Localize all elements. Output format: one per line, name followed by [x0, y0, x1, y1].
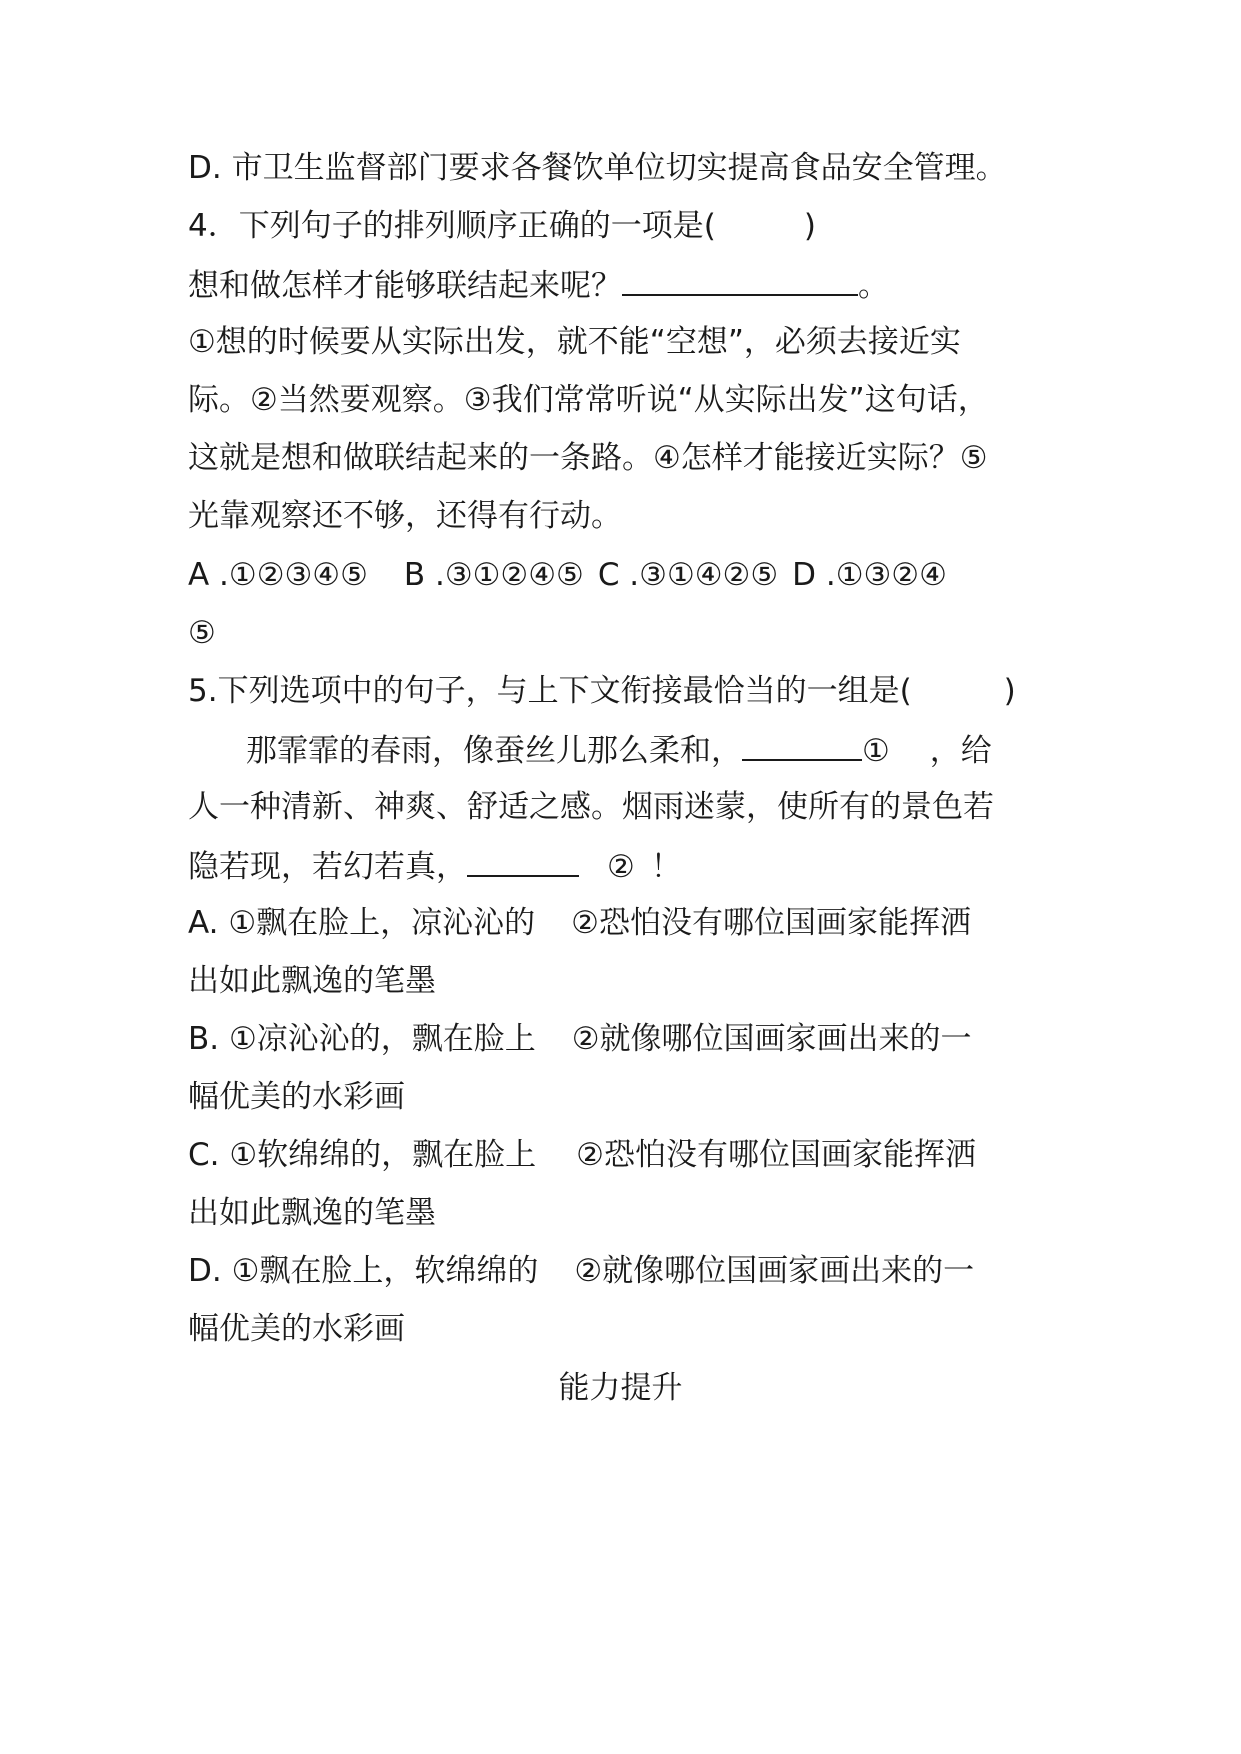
q5-passage-text-1-suffix: ，给 — [929, 733, 992, 769]
q4-options — [188, 555, 1088, 595]
q5-option-a-part-2: ②恐怕没有哪位国画家能挥洒 — [571, 905, 971, 941]
q4-answer-blank[interactable] — [622, 264, 858, 296]
q5-option-c — [188, 1135, 1088, 1175]
q5-blank-2[interactable] — [467, 845, 579, 877]
q4-sentences-line-1 — [188, 322, 1088, 362]
q4-context — [188, 264, 1088, 306]
q4-sentences-line-4 — [188, 496, 1088, 536]
q4-option-d: D .①③②④ — [792, 557, 947, 593]
q5-option-c-wrap — [188, 1193, 1088, 1233]
q5-option-b-part-1: B. ①凉沁沁的，飘在脸上 — [188, 1021, 536, 1057]
q5-passage-text-3: 隐若现，若幻若真， — [188, 849, 467, 885]
section-heading-text: 能力提升 — [558, 1370, 683, 1406]
q3-option-d-text: D. 市卫生监督部门要求各餐饮单位切实提高食品安全管理。 — [188, 150, 1007, 186]
q5-blank-2-mark: ② — [607, 849, 635, 885]
q4-options-wrap — [188, 613, 1088, 653]
q4-sentences-text-1: ①想的时候要从实际出发，就不能“空想”，必须去接近实 — [188, 324, 961, 360]
q4-sentences-text-4: 光靠观察还不够，还得有行动。 — [188, 498, 622, 534]
q5-option-b-part-2: ②就像哪位国画家画出来的一 — [571, 1021, 972, 1057]
q4-option-d-wrap: ⑤ — [188, 615, 216, 651]
q5-stem-prefix: 5.下列选项中的句子，与上下文衔接最恰当的一组是( — [188, 673, 912, 709]
q4-sentences-text-2: 际。②当然要观察。③我们常常听说“从实际出发”这句话， — [188, 382, 989, 418]
q5-option-a-wrap — [188, 961, 1088, 1001]
q5-option-d-part-2: ②就像哪位国画家画出来的一 — [574, 1253, 975, 1289]
q4-sentences-line-3 — [188, 438, 1088, 478]
q5-passage-line-2 — [188, 787, 1088, 827]
section-heading — [0, 1368, 1241, 1408]
q5-stem-suffix: ) — [1003, 673, 1016, 709]
q4-stem-suffix: ) — [803, 208, 816, 244]
q5-option-d-line-2: 幅优美的水彩画 — [188, 1311, 405, 1347]
q5-passage-line-1 — [188, 729, 1088, 771]
q4-context-prefix: 想和做怎样才能够联结起来呢？ — [188, 268, 622, 304]
q4-stem — [188, 206, 1088, 246]
q5-blank-1[interactable] — [742, 729, 862, 761]
q5-option-a — [188, 903, 1088, 943]
q5-blank-1-mark: ① — [862, 733, 890, 769]
q5-passage-line-3 — [188, 845, 1088, 887]
q5-option-d — [188, 1251, 1088, 1291]
q5-passage-text-2: 人一种清新、神爽、舒适之感。烟雨迷蒙，使所有的景色若 — [188, 789, 994, 825]
q5-passage-text-3-suffix: ！ — [650, 849, 682, 885]
q4-option-b: B .③①②④⑤ — [403, 557, 584, 593]
q5-option-c-part-1: C. ①软绵绵的，飘在脸上 — [188, 1137, 537, 1173]
q5-stem — [188, 671, 1088, 711]
q5-option-b — [188, 1019, 1088, 1059]
q4-sentences-line-2 — [188, 380, 1088, 420]
q5-option-c-part-2: ②恐怕没有哪位国画家能挥洒 — [576, 1137, 976, 1173]
q5-passage-text-1: 那霏霏的春雨，像蚕丝儿那么柔和， — [246, 733, 742, 769]
q5-option-b-wrap — [188, 1077, 1088, 1117]
q5-option-d-part-1: D. ①飘在脸上，软绵绵的 — [188, 1253, 539, 1289]
q3-option-d — [188, 148, 1088, 188]
q4-sentences-text-3: 这就是想和做联结起来的一条路。④怎样才能接近实际？⑤ — [188, 440, 988, 476]
q4-context-suffix: 。 — [858, 268, 889, 304]
q5-option-b-line-2: 幅优美的水彩画 — [188, 1079, 405, 1115]
q5-option-c-line-2: 出如此飘逸的笔墨 — [188, 1195, 436, 1231]
q5-option-a-line-2: 出如此飘逸的笔墨 — [188, 963, 436, 999]
q4-stem-prefix: 4．下列句子的排列顺序正确的一项是( — [188, 208, 716, 244]
q5-option-d-wrap — [188, 1309, 1088, 1349]
q5-option-a-part-1: A. ①飘在脸上，凉沁沁的 — [188, 905, 536, 941]
q4-option-c: C .③①④②⑤ — [597, 557, 779, 593]
q4-option-a: A .①②③④⑤ — [188, 557, 368, 593]
